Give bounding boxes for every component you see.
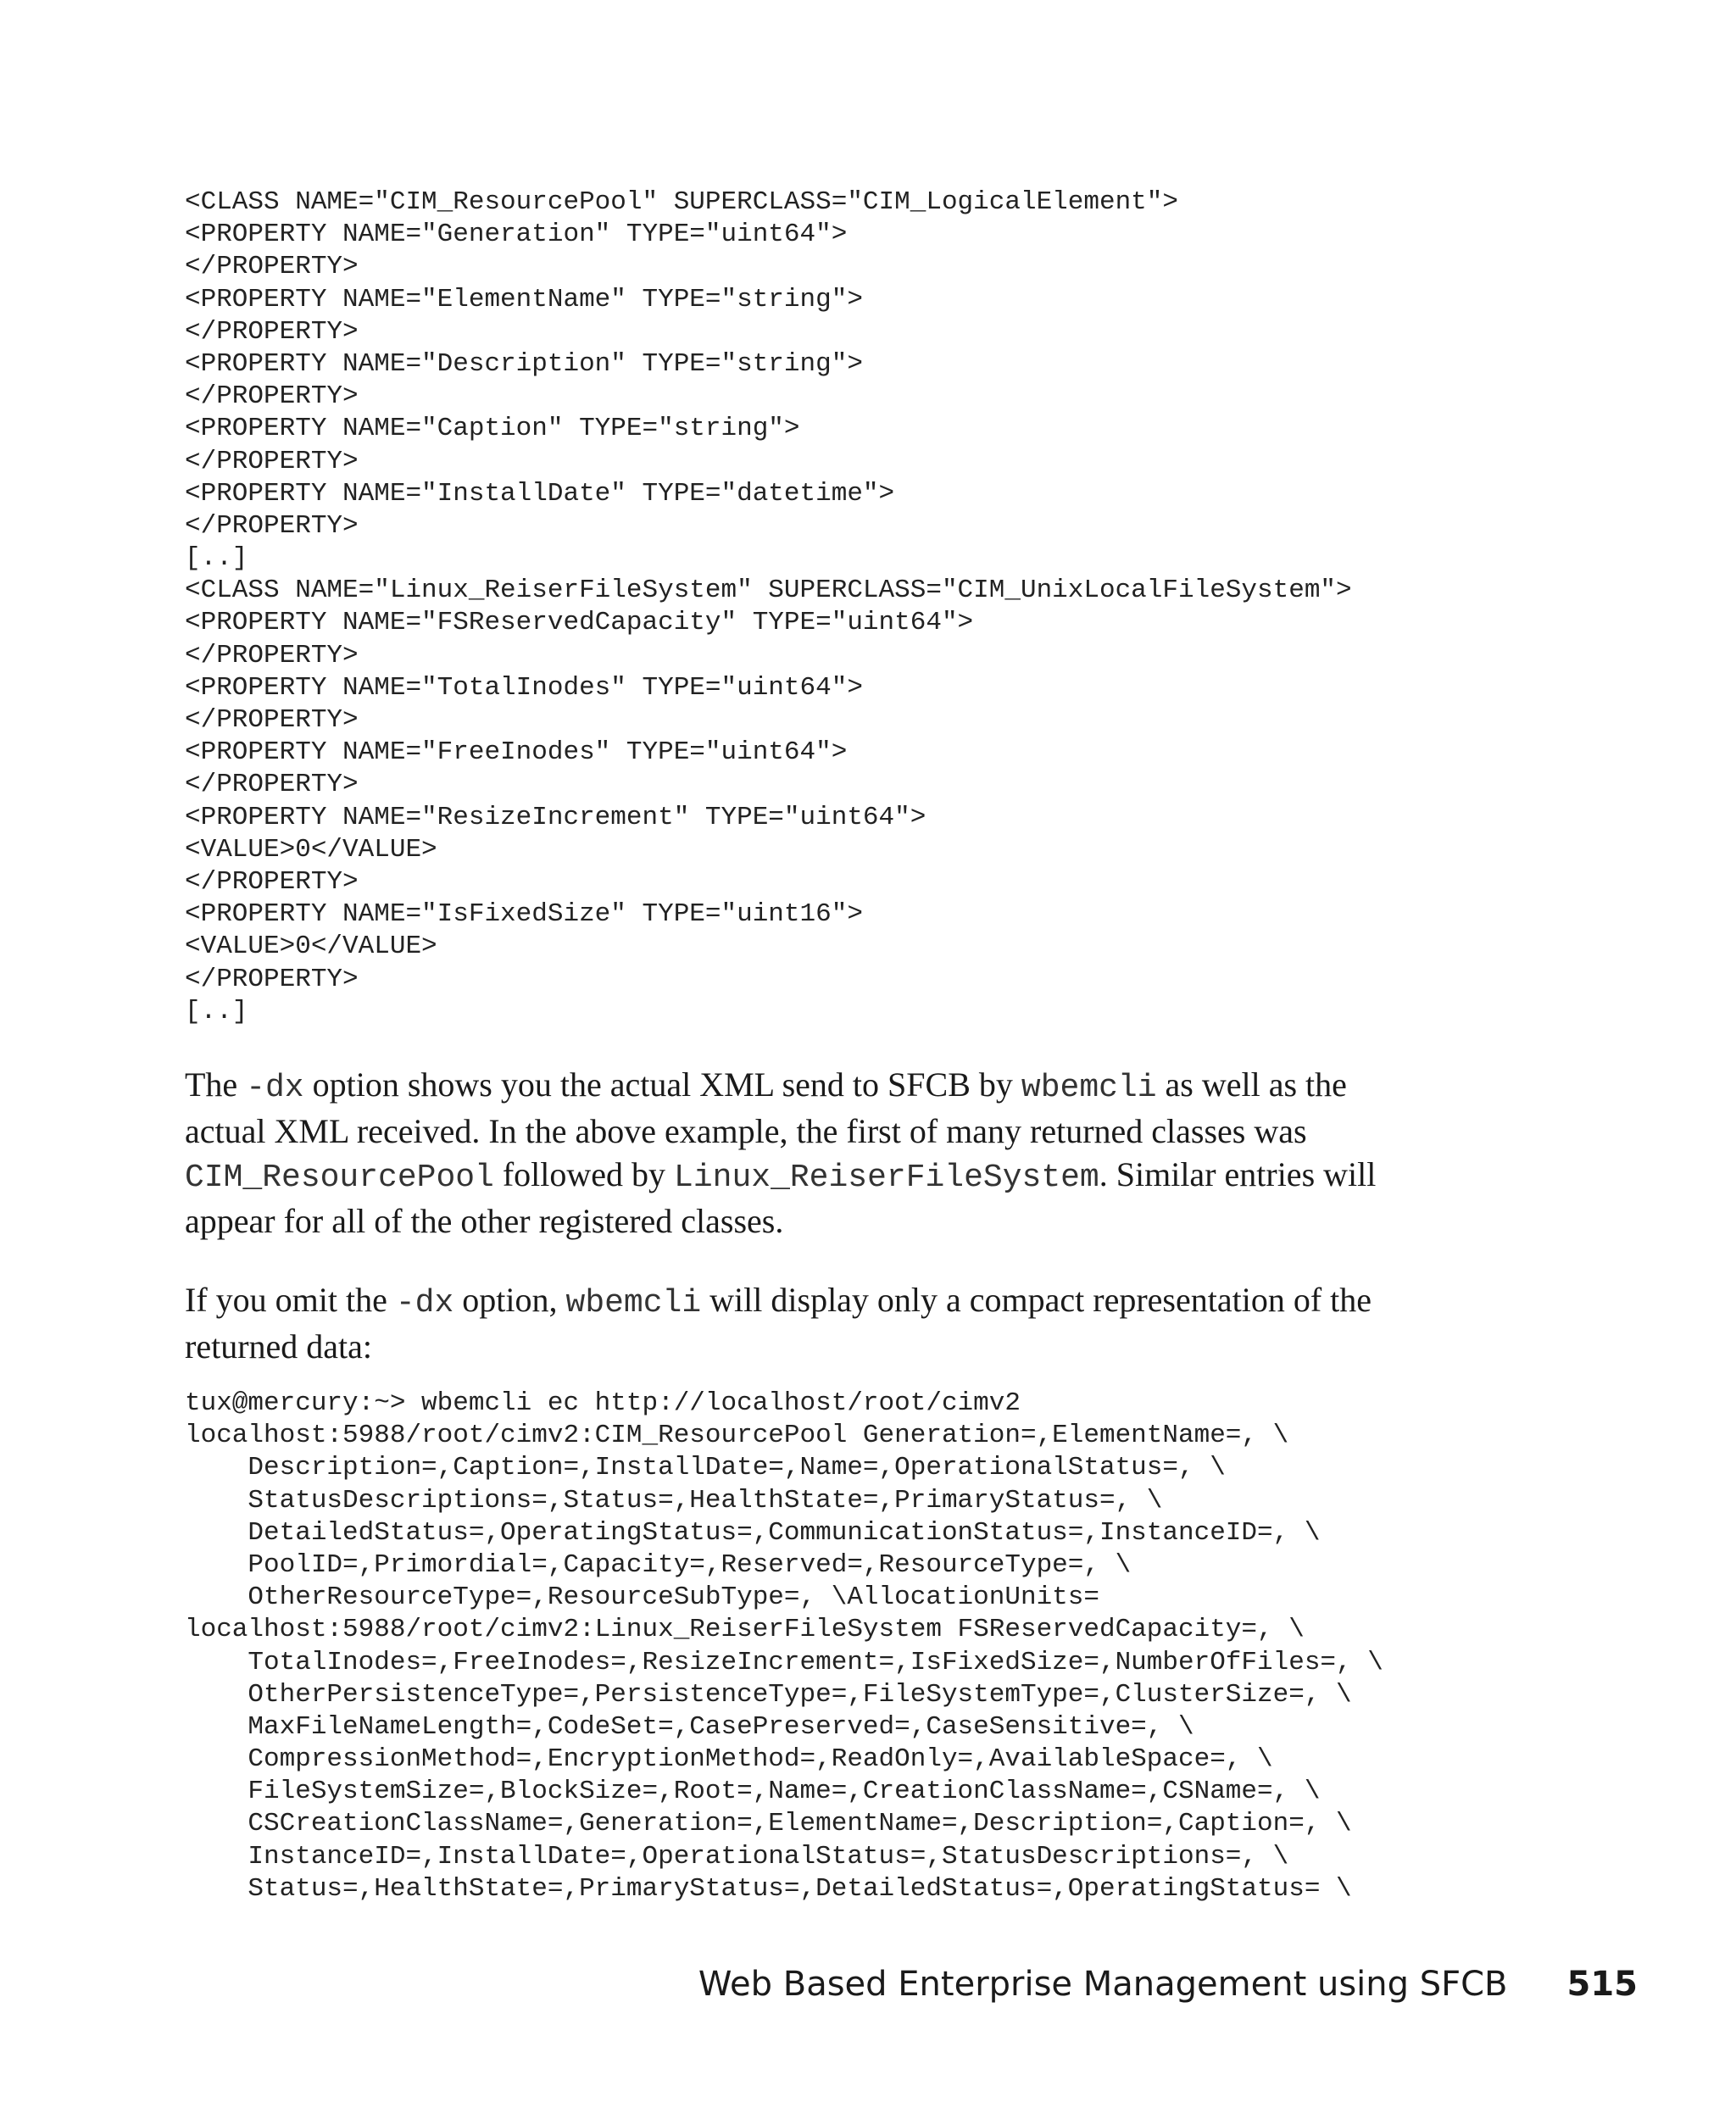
code-line: StatusDescriptions=,Status=,HealthState=,PrimaryStatus=, \ [185, 1485, 1163, 1516]
code-line: <PROPERTY NAME="ResizeIncrement" TYPE="uint64"> [185, 802, 926, 832]
code-line: FileSystemSize=,BlockSize=,Root=,Name=,CreationClassName=,CSName=, \ [185, 1777, 1321, 1807]
code-line: tux@mercury:~> wbemcli ec http://localhost/root/cimv2 [185, 1388, 1021, 1418]
code-line: InstanceID=,InstallDate=,OperationalStatus=,StatusDescriptions=, \ [185, 1841, 1289, 1872]
code-line: <VALUE>0</VALUE> [185, 834, 437, 865]
code-line: localhost:5988/root/cimv2:Linux_ReiserFileSystem FSReservedCapacity=, \ [185, 1615, 1305, 1645]
code-line: <PROPERTY NAME="FreeInodes" TYPE="uint64"> [185, 737, 848, 768]
paragraph-text: option, [453, 1281, 566, 1319]
chapter-title: Web Based Enterprise Management using SFCB [698, 1965, 1508, 2004]
code-line: Status=,HealthState=,PrimaryStatus=,DetailedStatus=,OperatingStatus= \ [185, 1873, 1352, 1904]
code-line: <PROPERTY NAME="FSReservedCapacity" TYPE="uint64"> [185, 608, 974, 638]
code-line: localhost:5988/root/cimv2:CIM_ResourcePool Generation=,ElementName=, \ [185, 1421, 1289, 1451]
code-line: OtherResourceType=,ResourceSubType=, \AllocationUnits= [185, 1582, 1099, 1613]
code-line: <PROPERTY NAME="Caption" TYPE="string"> [185, 414, 800, 444]
paragraph-text: as well as the actual XML received. In the above example, the first of many returned classes was [185, 1065, 1347, 1150]
code-line: </PROPERTY> [185, 510, 359, 541]
code-line: [..] [185, 996, 248, 1026]
code-line: </PROPERTY> [185, 640, 359, 670]
inline-code-dx-option: -dx [395, 1285, 454, 1321]
code-line: TotalInodes=,FreeInodes=,ResizeIncrement=,IsFixedSize=,NumberOfFiles=, \ [185, 1647, 1383, 1677]
code-line: </PROPERTY> [185, 770, 359, 800]
inline-code-wbemcli: wbemcli [1021, 1070, 1157, 1106]
code-line: OtherPersistenceType=,PersistenceType=,FileSystemType=,ClusterSize=, \ [185, 1679, 1352, 1710]
inline-code-wbemcli: wbemcli [565, 1285, 702, 1321]
paragraph-text: will display only a compact representation of the returned data: [185, 1281, 1372, 1365]
code-line: CompressionMethod=,EncryptionMethod=,ReadOnly=,AvailableSpace=, \ [185, 1744, 1273, 1775]
code-line: <PROPERTY NAME="Description" TYPE="string"> [185, 348, 863, 379]
code-line: CSCreationClassName=,Generation=,ElementName=,Description=,Caption=, \ [185, 1809, 1352, 1839]
paragraph-text: option shows you the actual XML send to SFCB by [303, 1065, 1021, 1104]
xml-code-block [185, 186, 1352, 1028]
inline-code-reiser-filesystem: Linux_ReiserFileSystem [674, 1160, 1099, 1196]
page-number: 515 [1566, 1965, 1638, 2004]
code-line: <PROPERTY NAME="TotalInodes" TYPE="uint64"> [185, 672, 863, 703]
explanation-paragraph [185, 1063, 1431, 1243]
code-line: </PROPERTY> [185, 381, 359, 412]
page-footer [698, 1965, 1638, 2004]
code-line: <VALUE>0</VALUE> [185, 932, 437, 962]
code-line: <PROPERTY NAME="InstallDate" TYPE="datetime"> [185, 478, 895, 509]
inline-code-resource-pool: CIM_ResourcePool [185, 1160, 494, 1196]
code-line: DetailedStatus=,OperatingStatus=,CommunicationStatus=,InstanceID=, \ [185, 1517, 1321, 1548]
code-line: <PROPERTY NAME="IsFixedSize" TYPE="uint16"> [185, 899, 863, 930]
code-line: </PROPERTY> [185, 866, 359, 897]
code-line: </PROPERTY> [185, 446, 359, 476]
code-line: [..] [185, 543, 248, 574]
code-line: PoolID=,Primordial=,Capacity=,Reserved=,ResourceType=, \ [185, 1549, 1132, 1580]
code-line: <CLASS NAME="CIM_ResourcePool" SUPERCLASS="CIM_LogicalElement"> [185, 187, 1178, 217]
terminal-code-block [185, 1388, 1383, 1905]
code-line: Description=,Caption=,InstallDate=,Name=,OperationalStatus=, \ [185, 1453, 1226, 1483]
code-line: <CLASS NAME="Linux_ReiserFileSystem" SUPERCLASS="CIM_UnixLocalFileSystem"> [185, 576, 1352, 606]
code-line: </PROPERTY> [185, 316, 359, 347]
paragraph-text: followed by [493, 1155, 675, 1193]
compact-output-paragraph [185, 1278, 1431, 1368]
code-line: MaxFileNameLength=,CodeSet=,CasePreserved=,CaseSensitive=, \ [185, 1711, 1194, 1742]
code-line: </PROPERTY> [185, 964, 359, 994]
code-line: <PROPERTY NAME="ElementName" TYPE="string"> [185, 284, 863, 314]
code-line: <PROPERTY NAME="Generation" TYPE="uint64"> [185, 220, 848, 250]
code-line: </PROPERTY> [185, 705, 359, 735]
code-line: </PROPERTY> [185, 252, 359, 282]
paragraph-text: If you omit the [185, 1281, 396, 1319]
paragraph-text: . Similar entries will appear for all of the other registered classes. [185, 1155, 1377, 1240]
inline-code-dx-option: -dx [246, 1070, 304, 1106]
paragraph-text: The [185, 1065, 247, 1104]
